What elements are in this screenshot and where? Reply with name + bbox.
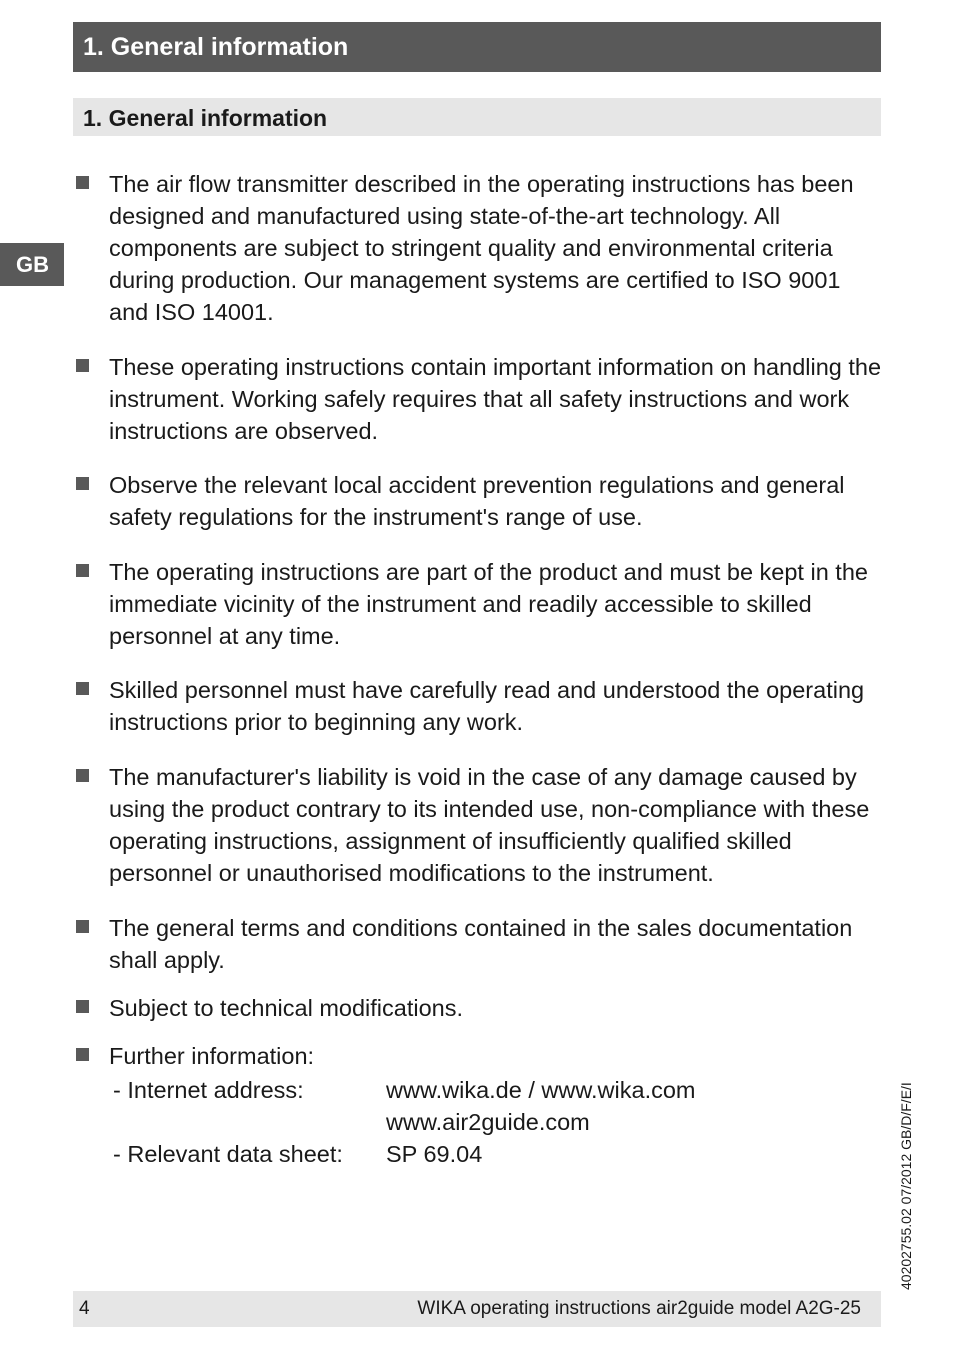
square-bullet-icon: [76, 920, 89, 933]
list-item-text: Further information:: [109, 1043, 315, 1069]
data-sheet-value: SP 69.04: [386, 1141, 483, 1167]
page-number: 4: [79, 1298, 90, 1319]
language-tab-label: GB: [16, 252, 49, 277]
further-info-table: [113, 1074, 883, 1170]
square-bullet-icon: [76, 1048, 89, 1061]
page-footer: [73, 1291, 881, 1327]
list-item-text: Skilled personnel must have carefully read and understood the operating instructions prior to beginning any work.: [109, 677, 865, 735]
language-tab: [0, 243, 64, 286]
list-item: [73, 761, 883, 889]
list-item: [73, 351, 883, 447]
spacer-cell: [113, 1106, 386, 1138]
list-item-text: These operating instructions contain important information on handling the instrument. Working safely requires that all safety instructions and work instructions are observed.: [109, 354, 882, 444]
section-title: 1. General information: [83, 105, 328, 131]
list-item: [73, 1040, 883, 1170]
square-bullet-icon: [76, 176, 89, 189]
internet-address-label: - Internet address:: [113, 1077, 304, 1103]
list-item-text: The operating instructions are part of the product and must be kept in the immediate vicinity of the instrument and readily accessible to skilled personnel at any time.: [109, 559, 868, 649]
footer-title: WIKA operating instructions air2guide model A2G-25: [417, 1298, 861, 1319]
section-header: [73, 98, 881, 136]
list-item: [73, 674, 883, 738]
list-item: [73, 469, 883, 533]
bullet-list: [73, 168, 883, 1170]
list-item: [73, 168, 883, 328]
list-item-text: Observe the relevant local accident prevention regulations and general safety regulations for the instrument's range of use.: [109, 472, 845, 530]
square-bullet-icon: [76, 564, 89, 577]
square-bullet-icon: [76, 682, 89, 695]
data-sheet-label: - Relevant data sheet:: [113, 1141, 343, 1167]
list-item-text: The air flow transmitter described in the operating instructions has been designed and manufactured using state-of-the-art technology. All components are subject to stringent quality and environmental criteria during production. Our management systems are certified to ISO 9001 and ISO 14001.: [109, 171, 854, 325]
square-bullet-icon: [76, 769, 89, 782]
list-item: [73, 556, 883, 652]
list-item-text: The general terms and conditions contained in the sales documentation shall apply.: [109, 915, 853, 973]
square-bullet-icon: [76, 359, 89, 372]
internet-address-value: www.wika.de / www.wika.com: [386, 1077, 696, 1103]
internet-address-value-2: www.air2guide.com: [386, 1109, 590, 1135]
list-item: [73, 912, 883, 976]
chapter-header: [73, 22, 881, 72]
square-bullet-icon: [76, 1000, 89, 1013]
square-bullet-icon: [76, 477, 89, 490]
list-item-text: Subject to technical modifications.: [109, 995, 463, 1021]
list-item: [73, 992, 883, 1024]
chapter-title: 1. General information: [83, 33, 349, 61]
document-code: 40202755.02 07/2012 GB/D/F/E/I: [898, 1082, 914, 1290]
list-item-text: The manufacturer's liability is void in the case of any damage caused by using the product contrary to its intended use, non-compliance with these operating instructions, assignment of insufficiently qualified skilled personnel or unauthorised modifications to the instrument.: [109, 764, 870, 886]
